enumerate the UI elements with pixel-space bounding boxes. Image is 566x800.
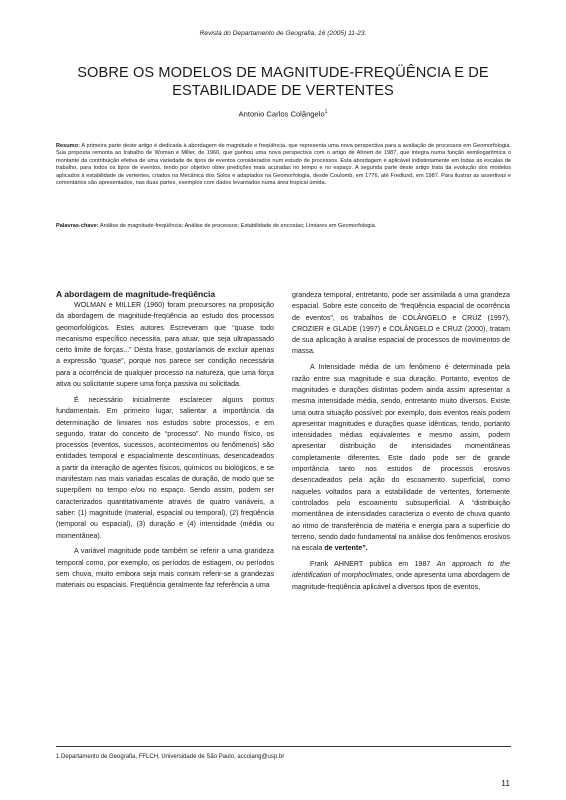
left-column: [56, 288, 274, 596]
paragraph: WOLMAN e MILLER (1960) foram precursores na proposição da abordagem de magnitude-freqüência ao estudo dos processos geomorfológicos. Estes autores Escreveram que “quase todo mecanismo específico necessita, para atuar, que seja ultrapassado certo limite de forças...” Desta frase, gostaríamos de excluir apenas a expressão “quase”, porque nos parece ser condição necessária para a ocorrência de qualquer processo na natureza, que uma força ativa ou solicitante supere uma força passiva ou solicitada.: [56, 301, 274, 389]
keywords-text: Análise de magnitude-freqüência; Análise de processos; Estabilidade de encostas; Limiares em Geomorfologia.: [98, 223, 377, 229]
paragraph: [292, 559, 510, 593]
keywords-label: Palavras-chave:: [56, 223, 99, 229]
footnote: 1 Departamento de Geografia, FFLCH, Universidade de São Paulo, accolang@usp.br: [56, 754, 285, 760]
section-heading: A abordagem de magnitude-freqüência: [56, 289, 216, 299]
paragraph: A variável magnitude pode também se referir a uma grandeza temporal como, por exemplo, os períodos de estiagem, ou períodos sem chuva, muito embora seja mais comum referir-se a grandezas materiais ou espaciais. Freqüência geralmente faz referência a uma: [56, 547, 274, 590]
keywords: [56, 223, 511, 230]
paragraph-bold-text: de vertente”.: [324, 544, 368, 553]
abstract-text: A primeira parte deste artigo é dedicada à abordagem de magnitude e freqüência, que representa uma nova perspectiva para a avaliação de processos em Geomorfologia. Sua proposta remonta ao trabalho de Woman e Miller, de 1960, que ganhou uma nova perspectiva com o artigo de Ahnert de 1987, que integra numa função semilogarítmica o montante da contribuição efetiva de uma variedade de tipos de eventos considerados num estudo de processos. Esta abordagem é aplicável indistintamente em todas as escalas de trabalho, para todos os tipos de eventos, tendo por objetivo obter predições mais acuradas no tempo e no espaço. A segunda parte deste artigo trata da evolução dos modelos aplicados à estabilidade de vertentes, criados na Mecânica dos Solos e adaptados na Geomorfologia, desde Coulomb, em 1776, até Fredlund, em 1987. Para ilustrar as assertivas e comentários são apresentados, nas duas partes, exemplos com dados levantados numa área tropical úmida.: [56, 143, 511, 187]
author-line: [0, 109, 566, 119]
abstract: [56, 143, 511, 187]
paragraph-text: A Intensidade média de um fenômeno é determinada pela razão entre sua magnitude e sua duração. Portanto, eventos de magnitudes e durações distintas podem ainda assim apresentar a mesma intensidade média, sendo, entretanto muito diversos. Existe uma outra situação possível: por exemplo, dois eventos reais podem apresentar magnitudes e durações quase idênticas, tendo, portanto intensidades médias equivalentes e mesmo assim, podem apresentar distribuição de intensidades momentâneas completamente diferentes. Este dado pode ser de grande importância tanto nos estudos de processos erosivos desencadeados pela ação do escoamento superficial, como naqueles voltados para a estabilidade de vertentes, fortemente controlados pelo escoamento subsuperficial. A “distribuição momentânea de intensidades caracteriza o evento de chuva quanto ao ritmo de transferência de matéria e energia para a superfície do terreno, sendo dado fundamental na análise dos fenômenos erosivos na escala: [292, 363, 510, 553]
author-footnote-mark: 1: [324, 109, 328, 115]
paragraph: grandeza temporal, entretanto, pode ser assimilada a uma grandeza espacial. Sobre este conceito de “freqüência espacial de ocorrência de eventos”, os trabalhos de COLÂNGELO e CRUZ (1997), CROZIER e GLADE (1997) e COLÂNGELO e CRUZ (2000), tratam de sua aplicação à analise espacial de processos de movimentos de massa.: [292, 291, 510, 356]
paragraph-text: Frank AHNERT publica em 1987: [310, 560, 437, 569]
paragraph: [292, 362, 510, 554]
footnote-divider: [56, 746, 511, 747]
paragraph: É necessário inicialmente esclarecer alguns pontos fundamentais. Em primeiro lugar, salientar a importância da determinação de limiares nos estudos sobre processos, e em segundo, tratar do conceito de “processo”. No mundo físico, os processos (eventos, sucessos, acontecimentos ou fenômenos) são entidades temporal e espacialmente descontínuas, desencadeados a partir da interação de agentes físicos, químicos ou biológicos, e se manifestam nas mais variadas escalas de duração, de modo que se superpõem no tempo e/ou no espaço. Sendo assim, podem ser caracterizados quantitativamente através de quatro variáveis, a saber: (1) magnitude (material, espacial ou temporal), (2) freqüência (temporal ou espacial), (3) duração e (4) intensidade (média ou momentânea).: [56, 395, 274, 540]
page-number: 11: [501, 778, 510, 788]
journal-citation: Revista do Departamento de Geografia, 16 (2005) 11-23.: [199, 30, 367, 37]
cited-title: An approach to the identification of morphoclimates: [292, 560, 510, 580]
article-title: SOBRE OS MODELOS DE MAGNITUDE-FREQÜÊNCIA E DE ESTABILIDADE DE VERTENTES: [77, 65, 489, 99]
right-column: [292, 290, 510, 598]
author-name: Antonio Carlos Colângelo: [238, 109, 325, 119]
paragraph-text: , onde apresenta uma abordagem de magnitude-freqüência aplicável a diversos tipos de eventos,: [292, 571, 510, 591]
abstract-label: Resumo:: [56, 143, 80, 149]
